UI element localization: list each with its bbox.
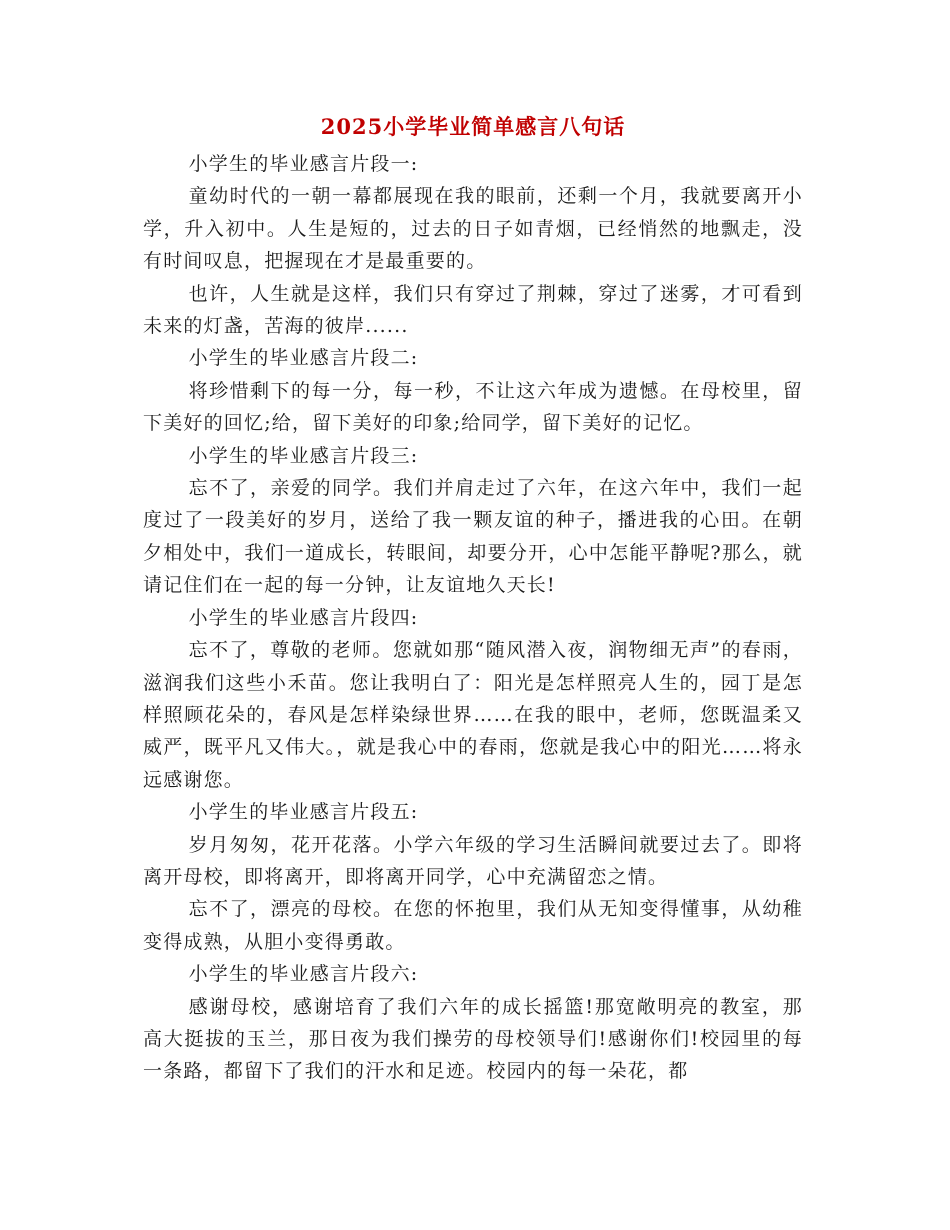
paragraph: 忘不了，尊敬的老师。您就如那“随风潜入夜，润物细无声”的春雨，滋润我们这些小禾苗。您让我明白了：阳光是怎样照亮人生的，园丁是怎样照顾花朵的，春风是怎样染绿世界……在我的眼中，老师，您既温柔又威严，既平凡又伟大。，就是我心中的春雨，您就是我心中的阳光……将永远感谢您。 xyxy=(143,639,803,791)
paragraph: 也许，人生就是这样，我们只有穿过了荆棘，穿过了迷雾，才可看到未来的灯盏，苦海的彼岸...... xyxy=(143,282,803,338)
paragraph: 小学生的毕业感言片段三: xyxy=(188,444,419,467)
paragraph: 小学生的毕业感言片段四: xyxy=(188,606,419,629)
document-page xyxy=(143,110,803,1088)
paragraph: 忘不了，漂亮的母校。在您的怀抱里，我们从无知变得懂事，从幼稚变得成熟，从胆小变得勇敢。 xyxy=(143,898,803,953)
paragraph: 感谢母校，感谢培育了我们六年的成长摇篮!那宽敞明亮的教室，那高大挺拔的玉兰，那日夜为我们操劳的母校领导们!感谢你们!校园里的每一条路，都留下了我们的汗水和足迹。校园内的每一朵花，都 xyxy=(143,995,803,1083)
paragraph: 小学生的毕业感言片段二: xyxy=(188,347,419,370)
paragraph: 童幼时代的一朝一幕都展现在我的眼前，还剩一个月，我就要离开小学，升入初中。人生是短的，过去的日子如青烟，已经悄然的地飘走，没有时间叹息，把握现在才是最重要的。 xyxy=(143,185,803,273)
document-title: 2025小学毕业简单感言八句话 xyxy=(320,114,626,139)
paragraph: 小学生的毕业感言片段一: xyxy=(188,153,419,175)
paragraph: 小学生的毕业感言片段五: xyxy=(188,801,419,824)
paragraph: 忘不了，亲爱的同学。我们并肩走过了六年，在这六年中，我们一起度过了一段美好的岁月，送给了我一颗友谊的种子，播进我的心田。在朝夕相处中，我们一道成长，转眼间，却要分开，心中怎能平静呢?那么，就请记住们在一起的每一分钟，让友谊地久天长! xyxy=(143,477,803,597)
paragraph: 岁月匆匆，花开花落。小学六年级的学习生活瞬间就要过去了。即将离开母校，即将离开，即将离开同学，心中充满留恋之情。 xyxy=(143,833,803,888)
paragraph: 将珍惜剩下的每一分，每一秒，不让这六年成为遗憾。在母校里，留下美好的回忆;给，留下美好的印象;给同学，留下美好的记忆。 xyxy=(143,379,803,435)
paragraph: 小学生的毕业感言片段六: xyxy=(188,963,419,986)
